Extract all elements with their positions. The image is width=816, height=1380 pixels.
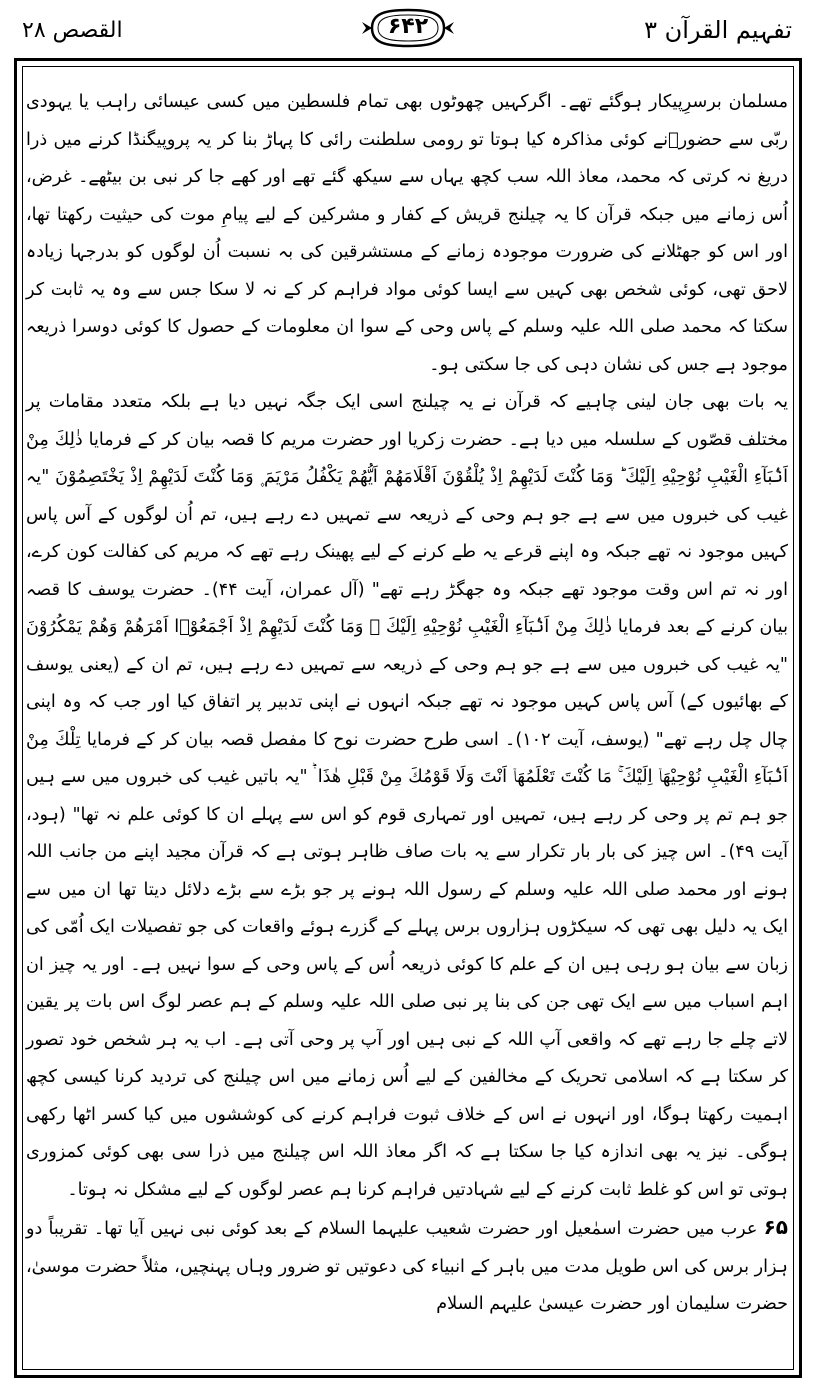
page-header [14,6,802,56]
surah-running-title: القصص ۲۸ [22,18,123,43]
paragraph: یہ بات بھی جان لینی چاہیے کہ قرآن نے یہ چیلنج اسی ایک جگہ نہیں دیا ہے بلکہ متعدد مقامات پر مختلف قصّوں کے سلسلہ میں دیا ہے۔ حضرت زکریا اور حضرت مریم کا قصہ بیان کر کے فرمایا ذٰلِكَ مِنْ اَنْۢبَآءِ الْغَيْبِ نُوْحِيْهِ اِلَيْكَ ؕ وَمَا كُنْتَ لَدَيْهِمْ اِذْ يُلْقُوْنَ اَقْلَامَهُمْ اَيُّهُمْ يَكْفُلُ مَرْيَمَ ۪ وَمَا كُنْتَ لَدَيْهِمْ اِذْ يَخْتَصِمُوْنَ "یہ غیب کی خبروں میں سے ہے جو ہم وحی کے ذریعہ سے تمہیں دے رہے ہیں، تم اُن لوگوں کے آس پاس کہیں موجود نہ تھے جبکہ وہ اپنے قرعے یہ طے کرنے کے لیے پھینک رہے تھے کہ مریم کی کفالت کون کرے، اور نہ تم اس وقت موجود تھے جبکہ وہ جھگڑ رہے تھے" (آل عمران، آیت ۴۴)۔ حضرت یوسف کا قصہ بیان کرنے کے بعد فرمایا ذٰلِكَ مِنْ اَنْۢبَآءِ الْغَيْبِ نُوْحِيْهِ اِلَيْكَ ۚ وَمَا كُنْتَ لَدَيْهِمْ اِذْ اَجْمَعُوْۤا اَمْرَهُمْ وَهُمْ يَمْكُرُوْنَ "یہ غیب کی خبروں میں سے ہے جو ہم وحی کے ذریعہ سے تمہیں دے رہے ہیں، تم ان کے (یعنی یوسف کے بھائیوں کے) آس پاس کہیں موجود نہ تھے جبکہ انہوں نے اپنی تدبیر پر اتفاق کیا اور جب کہ وہ اپنی چال چل رہے تھے" (یوسف، آیت ۱۰۲)۔ اسی طرح حضرت نوح کا مفصل قصہ بیان کر کے فرمایا تِلْكَ مِنْ اَنْۢبَآءِ الْغَيْبِ نُوْحِيْهَاۤ اِلَيْكَ ۚ مَا كُنْتَ تَعْلَمُهَاۤ اَنْتَ وَلَا قَوْمُكَ مِنْ قَبْلِ هٰذَا ۛؕ "یہ باتیں غیب کی خبروں میں سے ہیں جو ہم تم پر وحی کر رہے ہیں، تمہیں اور تمہاری قوم کو اس سے پہلے ان کا کوئی علم نہ تھا" (ہود، آیت ۴۹)۔ اس چیز کی بار بار تکرار سے یہ بات صاف ظاہر ہوتی ہے کہ قرآن مجید اپنے من جانب اللہ ہونے اور محمد صلی اللہ علیہ وسلم کے رسول اللہ ہونے پر جو بڑے سے بڑے دلائل دیتا تھا ان میں سے ایک یہ دلیل بھی تھی کہ سیکڑوں ہزاروں برس پہلے کے گزرے ہوئے واقعات کی جو تفصیلات ایک اُمّی کی زبان سے بیان ہو رہی ہیں ان کے علم کا کوئی ذریعہ اُس کے پاس وحی کے سوا نہیں ہے۔ اور یہ چیز ان اہم اسباب میں سے ایک تھی جن کی بنا پر نبی صلی اللہ علیہ وسلم کے ہم عصر لوگ اس بات پر یقین لاتے چلے جا رہے تھے کہ واقعی آپ اللہ کے نبی ہیں اور آپ پر وحی آتی ہے۔ اب یہ ہر شخص خود تصور کر سکتا ہے کہ اسلامی تحریک کے مخالفین کے لیے اُس زمانے میں اس چیلنج کی تردید کرنا کیسی کچھ اہمیت رکھتا ہوگا، اور انہوں نے اس کے خلاف ثبوت فراہم کرنے کی کوششوں میں کیا کسر اٹھا رکھی ہوگی۔ نیز یہ بھی اندازہ کیا جا سکتا ہے کہ اگر معاذ اللہ اس چیلنج میں ذرا سی بھی کوئی کمزوری ہوتی تو اس کو غلط ثابت کرنے کے لیے شہادتیں فراہم کرنا ہم عصر لوگوں کے لیے مشکل نہ ہوتا۔ [26,392,788,1200]
footnote-number: ۶۵ [763,1215,789,1239]
tafsir-text-block [26,84,788,1374]
page-number: ۶۴۲ [387,14,429,39]
footnote [26,1209,788,1324]
footnote-text: عرب میں حضرت اسمٰعیل اور حضرت شعیب علیہما السلام کے بعد کوئی نبی نہیں آیا تھا۔ تقریباً دو ہزار برس کی اس طویل مدت میں باہر کے انبیاء کی دعوتیں تو ضرور وہاں پہنچیں، مثلاً حضرت موسیٰ، حضرت سلیمان اور حضرت عیسیٰ علیہم السلام [26,1219,788,1314]
paragraph: مسلمان برسرِپیکار ہوگئے تھے۔ اگرکہیں چھوٹوں بھی تمام فلسطین میں کسی عیسائی راہب یا یہودی ربّی سے حضورؐنے کوئی مذاکرہ کیا ہوتا تو رومی سلطنت رائی کا پہاڑ بنا کر یہ پروپیگنڈا کرنے میں ذرا دریغ نہ کرتی کہ محمد، معاذ اللہ سب کچھ یہاں سے سیکھ گئے تھے اور کھے جا کر نبی بن بیٹھے۔ غرض، اُس زمانے میں جبکہ قرآن کا یہ چیلنج قریش کے کفار و مشرکین کے لیے پیامِ موت کی حیثیت رکھتا تھا، اور اس کو جھٹلانے کی ضرورت موجودہ زمانے کے مستشرقین کی بہ نسبت اُن لوگوں کو بدرجہا زیادہ لاحق تھی، کوئی شخص بھی کہیں سے ایسا کوئی مواد فراہم کر کے نہ لا سکا جس سے وہ یہ ثابت کر سکتا کہ محمد صلی اللہ علیہ وسلم کے پاس وحی کے سوا ان معلومات کے حصول کا کوئی دوسرا ذریعہ موجود ہے جس کی نشان دہی کی جا سکتی ہو۔ [26,92,788,375]
page-number-cartouche [358,6,458,50]
book-running-title: تفہیم القرآن ۳ [644,16,792,44]
